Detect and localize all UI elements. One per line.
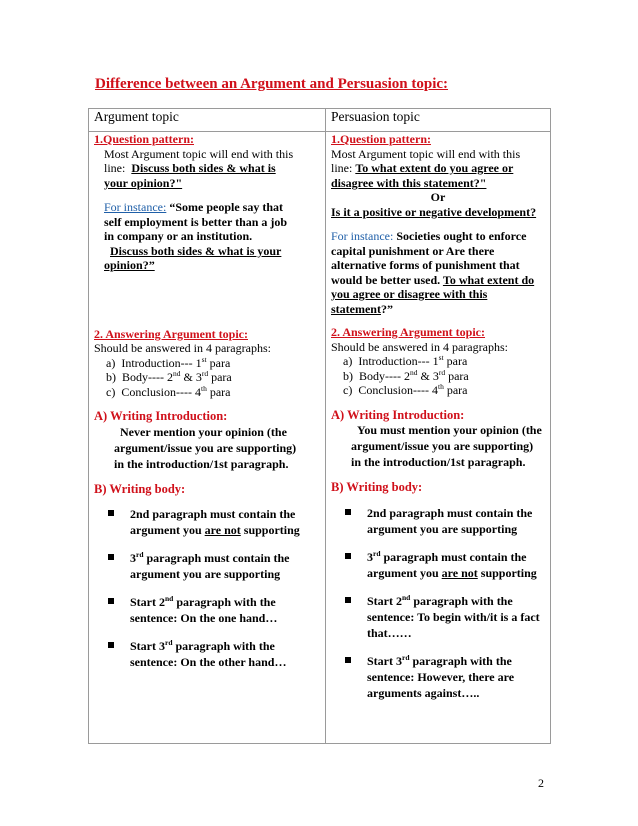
right-question-heading: 1.Question pattern: — [331, 132, 431, 146]
left-bullet-list — [94, 506, 320, 670]
right-intro-l2: argument/issue you are supporting) — [351, 439, 534, 453]
list-item: b) Body---- 2nd & 3rd para — [106, 369, 232, 384]
bullet-icon — [345, 657, 351, 663]
bullet-icon — [108, 554, 114, 560]
right-instance-text5: you agree or disagree with this — [331, 287, 488, 301]
right-intro-heading: A) Writing Introduction: — [331, 407, 465, 422]
left-instance-text2: self employment is better than a job — [104, 214, 288, 229]
list-item: Start 2nd paragraph with the sentence: On the one hand… — [94, 594, 320, 626]
left-instance-text3: in company or an institution. — [104, 229, 253, 243]
left-q-line2-pre: line: — [104, 161, 126, 175]
left-question-heading: 1.Question pattern: — [94, 132, 194, 146]
right-bullet-list — [331, 505, 545, 701]
left-intro-l2: argument/issue you are supporting) — [114, 440, 297, 455]
left-intro-l1: Never mention your opinion (the — [120, 424, 287, 439]
right-q-line2-bold: To what extent do you agree or — [355, 161, 514, 175]
right-paragraph-list — [331, 354, 545, 398]
right-instance-text4a: would be better used. — [331, 272, 441, 287]
list-item: Start 3rd paragraph with the sentence: However, there are arguments against….. — [331, 653, 545, 701]
right-instance-text6-end: ?” — [380, 301, 393, 316]
bullet-icon — [108, 598, 114, 604]
list-item: Start 2nd paragraph with the sentence: To begin with/it is a fact that…… — [331, 593, 545, 641]
left-intro-heading: A) Writing Introduction: — [94, 409, 228, 423]
left-instance-text1: “Some people say that — [169, 200, 283, 214]
right-instance-text2: capital punishment or Are there — [331, 243, 495, 258]
persuasion-column — [326, 132, 551, 744]
left-answer-heading: 2. Answering Argument topic: — [94, 326, 248, 341]
list-item: c) Conclusion---- 4th para — [106, 383, 231, 399]
right-answer-sub: Should be answered in 4 paragraphs: — [331, 339, 508, 354]
left-paragraph-list — [94, 356, 320, 400]
left-instance-text4: Discuss both sides & what is your — [110, 243, 282, 258]
list-item: b) Body---- 2nd & 3rd para — [343, 367, 469, 383]
left-question-text — [94, 147, 320, 273]
page-title: Difference between an Argument and Persuasion topic: — [95, 76, 449, 92]
page-number: 2 — [538, 776, 544, 790]
bullet-icon — [345, 509, 351, 515]
list-item: Start 3rd paragraph with the sentence: On the other hand… — [94, 638, 320, 670]
list-item: 2nd paragraph must contain the argument you are not supporting — [94, 506, 320, 538]
left-q-line2-bold: Discuss both sides & what is — [131, 161, 276, 175]
left-instance-label: For instance: — [104, 200, 167, 214]
right-q-line3-bold: disagree with this statement?" — [331, 175, 487, 190]
right-q-line1: Most Argument topic will end with this — [331, 146, 521, 161]
right-body-heading: B) Writing body: — [331, 480, 423, 494]
header-persuasion: Persuasion topic — [326, 109, 551, 132]
bullet-icon — [345, 553, 351, 559]
right-instance-text4b: To what extent do — [442, 272, 535, 287]
table-body-row — [89, 132, 551, 744]
right-instance-text3: alternative forms of punishment that — [331, 258, 520, 272]
left-intro-text — [94, 424, 320, 472]
list-item: a) Introduction--- 1st para — [343, 353, 468, 368]
left-instance-text5: opinion?” — [104, 258, 155, 272]
header-argument: Argument topic — [89, 109, 326, 132]
list-item: a) Introduction--- 1st para — [106, 354, 231, 370]
list-item: c) Conclusion---- 4th para — [343, 382, 468, 397]
right-intro-l1: You must mention your opinion (the — [357, 423, 542, 437]
right-instance-label: For instance: — [331, 229, 394, 243]
table-header-row — [89, 109, 551, 132]
right-or: Or — [430, 190, 446, 204]
list-item: 2nd paragraph must contain the argument you are supporting — [331, 505, 545, 537]
right-instance-text6: statement — [331, 301, 381, 316]
list-item: 3rd paragraph must contain the argument you are not supporting — [331, 549, 545, 581]
left-q-line3-bold: your opinion?" — [104, 175, 183, 190]
argument-column — [89, 132, 326, 744]
bullet-icon — [108, 642, 114, 648]
right-q-line4: Is it a positive or negative development? — [331, 204, 537, 219]
right-intro-text — [331, 422, 545, 470]
left-q-line1: Most Argument topic will end with this — [104, 146, 294, 161]
right-answer-heading: 2. Answering Argument topic: — [331, 325, 485, 339]
right-q-line2-pre: line: — [331, 161, 353, 175]
list-item: 3rd paragraph must contain the argument you are supporting — [94, 550, 320, 582]
comparison-table — [88, 108, 551, 744]
left-body-heading: B) Writing body: — [94, 481, 186, 496]
right-instance-text1: Societies ought to enforce — [396, 229, 527, 243]
right-intro-l3: in the introduction/1st paragraph. — [351, 455, 526, 469]
left-intro-l3: in the introduction/1st paragraph. — [114, 456, 289, 471]
left-answer-sub: Should be answered in 4 paragraphs: — [94, 341, 271, 355]
bullet-icon — [345, 597, 351, 603]
bullet-icon — [108, 510, 114, 516]
